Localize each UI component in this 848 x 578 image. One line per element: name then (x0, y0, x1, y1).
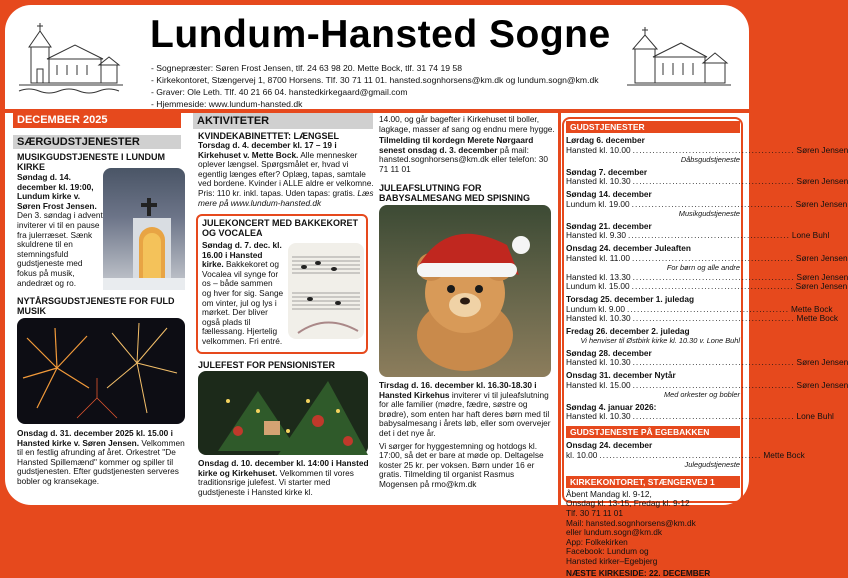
page-title: Lundum-Hansted Sogne (150, 13, 611, 56)
service-date: Søndag 4. januar 2026: (566, 401, 657, 412)
article-lead: Tilmelding til kordegn Merete Nørgaard senest onsdag d. 3. december (379, 135, 534, 155)
church-drawing-left (17, 19, 125, 103)
leader-dots: ................................................. (631, 281, 794, 292)
article-text: Velkommen til vores traditionsrige julefest. Vi starter med gudstjeneste i Hansted kirke kl. (198, 467, 354, 497)
article-heading: JULEFEST FOR PENSIONISTER (198, 360, 336, 370)
service-date: Søndag 21. december (566, 220, 652, 231)
service-priest: Søren Jensen (795, 198, 848, 209)
service-date: Søndag 28. december (566, 347, 652, 358)
leader-dots: ................................................. (632, 357, 795, 368)
article-lead: Søndag d. 7. dec. kl. 16.00 i Hansted kirke. (202, 240, 282, 270)
service-priest: Lone Buhl (796, 411, 834, 422)
service-row (566, 230, 830, 241)
pension-continued (379, 115, 555, 175)
next-deadline: NÆSTE KIRKESIDE: 22. DECEMBER (566, 567, 711, 578)
service-row (566, 379, 848, 391)
leader-dots: ................................................. (632, 271, 795, 282)
service-entry (566, 135, 848, 165)
service-time: kl. 10.00 (566, 449, 598, 460)
service-time: Lundum kl. 19.00 (566, 198, 630, 209)
baby-heading-block (379, 183, 555, 203)
leader-dots: ................................................. (627, 230, 790, 241)
service-priest: Søren Jensen (796, 271, 848, 282)
office-line: Facebook: Lundum og (566, 546, 649, 557)
service-date: Onsdag 24. december (566, 440, 653, 451)
column-divider (558, 113, 561, 505)
office-line: Åbent Mandag kl. 9-12, (566, 488, 652, 499)
office-line: Tlf. 30 71 11 01 (566, 508, 624, 518)
services-list (566, 121, 848, 578)
service-time: Hansted kl. 9.30 (566, 230, 626, 241)
fireworks-illustration (17, 318, 185, 424)
service-row (566, 449, 805, 461)
service-time: Hansted kl. 11.00 (566, 252, 630, 263)
service-row (566, 313, 839, 324)
service-time: Hansted kl. 10.30 (566, 357, 631, 368)
service-priest: Mette Bock (796, 313, 839, 324)
newyear-article (17, 429, 187, 487)
article-lead: Tirsdag d. 16. december kl. 16.30-18.30 i Hansted Kirkehus (379, 380, 537, 400)
services-band: GUDSTJENESTER (566, 121, 740, 133)
service-time: Hansted kl. 10.30 (566, 176, 631, 187)
concert-heading-block (202, 218, 368, 238)
office-band: KIRKEKONTORET, STÆNGERVEJ 1 (566, 476, 740, 488)
christmas-decor-photo (198, 371, 368, 455)
service-time: Lundum kl. 15.00 (566, 281, 630, 292)
service-time: Hansted kl. 10.30 (566, 313, 631, 324)
service-priest: Mette Bock (763, 449, 805, 460)
article-heading: NYTÅRSGUDSTJENESTE FOR FULD MUSIK (17, 296, 175, 316)
contact-line: - Hjemmeside: www.lundum-hansted.dk (151, 99, 303, 109)
service-entry (566, 370, 848, 400)
service-date: Søndag 7. december (566, 166, 648, 177)
service-entry (566, 242, 848, 273)
concert-article (202, 241, 284, 347)
contact-line: - Kirkekontoret, Stængervej 1, 8700 Horsens. Tlf. 30 71 11 01. hansted.sognhorsens@km.dk og lundum.sogn@km.dk (151, 75, 599, 85)
service-date: Søndag 14. december (566, 188, 652, 199)
service-date: Lørdag 6. december (566, 135, 645, 145)
leader-dots: ................................................. (632, 379, 795, 390)
service-note: For børn og alle andre (666, 263, 740, 273)
service-date: Torsdag 25. december 1. juledag (566, 293, 695, 304)
page-header (5, 5, 749, 112)
pension-article (198, 459, 376, 497)
baby-article (379, 381, 555, 490)
service-entry (566, 347, 848, 368)
service-priest: Søren Jensen (795, 281, 848, 292)
leader-dots: ................................................. (599, 449, 762, 460)
pension-heading-block (198, 360, 376, 370)
leader-dots: ................................................. (632, 411, 795, 422)
sheet-music-illustration (288, 243, 364, 339)
service-row (566, 198, 848, 210)
service-row (566, 176, 848, 187)
service-row (566, 252, 848, 264)
service-time: Hansted kl. 10.00 (566, 144, 631, 155)
activities-band: AKTIVITETER (193, 113, 373, 129)
article-text: inviterer vi til juleafslutning for alle familier (mødre, fædre, søstre og brødre), som enten har haft deres børn med til babysalmesang i årets løb, eller som overvejer det i det nye år. (379, 389, 551, 438)
article-text: Bakkekoret og Vocalea vil synge for os – både sammen og hver for sig. Sange om vinter, jul og lys i mørket. Der bliver også plads til fællessang. Hjertelig velkommen. Fri entré. (202, 259, 284, 346)
music-service-article (17, 152, 166, 288)
office-info (566, 490, 740, 567)
teddy-bear-photo (379, 205, 551, 377)
article-text: Vi sørger for hyggestemning og hotdogs kl. 17:00, så det er bare at møde op. Deltagelse koster 25 kr. per voksen. Børn under 16 er gratis. Tilmelding til organist Rasmus Mogensen på rmo@km.dk (379, 440, 544, 489)
fireworks-photo (17, 318, 185, 424)
service-entry (566, 188, 848, 219)
service-priest: Mette Bock (791, 303, 833, 314)
article-text: Den 3. søndag i advent inviterer vi til en pause fra julerræset. Sænk skuldrene til en stemningsfuld gudstjeneste med fokus på musik, andedræt og ro. (17, 210, 103, 288)
contact-list (151, 62, 599, 110)
service-priest: Lone Buhl (791, 230, 830, 241)
service-entry (566, 166, 848, 187)
sheet-music-photo (288, 243, 364, 339)
service-note: Med orkester og bobler (664, 390, 740, 400)
service-row (566, 144, 848, 156)
service-note: Vi henviser til Østbirk kirke kl. 10.30 v. Lone Buhl (580, 336, 740, 346)
church-illustration (103, 168, 185, 290)
leader-dots: ................................................. (632, 176, 795, 187)
leader-dots: ................................................. (631, 198, 794, 209)
office-line: eller lundum.sogn@km.dk (566, 527, 663, 538)
newspaper-page (5, 5, 848, 578)
office-line: Onsdag kl. 13-15, Fredag kl. 9-12 (566, 498, 690, 509)
service-priest: Søren Jensen (796, 144, 848, 155)
kvinde-article (198, 131, 376, 208)
leader-dots: ................................................. (627, 303, 789, 314)
article-lead: Onsdag d. 10. december kl. 14:00 i Hansted kirke og Kirkehuset. (198, 458, 369, 478)
service-time: Hansted kl. 10.30 (566, 411, 631, 422)
contact-line: - Sognepræster: Søren Frost Jensen, tlf. 24 63 98 20. Mette Bock, tlf. 31 74 19 58 (151, 63, 462, 73)
service-date: Onsdag 31. december Nytår (566, 370, 676, 381)
office-line: Hansted kirker–Egebjerg (566, 555, 658, 566)
service-priest: Søren Jensen (795, 252, 848, 263)
service-date: Fredag 26. december 2. juledag (566, 325, 690, 336)
service-row (566, 357, 848, 368)
article-heading: JULEAFSLUTNING FOR BABYSALMESANG MED SPISNING (379, 183, 531, 203)
service-note: Musikgudstjeneste (678, 209, 740, 219)
article-heading: KVINDEKABINETTET: LÆNGSEL (198, 131, 340, 141)
service-entry (566, 220, 830, 241)
christmas-decor-illustration (198, 371, 368, 455)
service-time: Hansted kl. 13.30 (566, 271, 631, 282)
article-lead: Søndag d. 14. december kl. 19:00, Lundum kirke v. Søren Frost Jensen. (17, 172, 97, 211)
leader-dots: ................................................. (631, 252, 794, 263)
article-link-note: Læs mere på www.lundum-hansted.dk (198, 187, 374, 208)
service-entry (566, 271, 848, 292)
newyear-heading-block (17, 296, 185, 316)
service-entry (566, 327, 740, 346)
article-text: Alle mennesker oplever længsel. Spørgsmålet er, hvad vi egentlig længes efter? Oplæg, tapas, samtale ved bordene. Kvinder i ALLE aldre er velkomne. Pris: 110 kr. inkl. tapas. Uden tapas: gratis. (198, 149, 374, 198)
article-heading: MUSIKGUDSTJENESTE I LUNDUM KIRKE (17, 152, 166, 172)
services-entries (566, 135, 848, 422)
office-line: App: Folkekirken (566, 536, 628, 547)
article-text: 14.00, og går bagefter i Kirkehuset til boller, lagkage, masser af sang og endnu mere hygge. (379, 114, 555, 134)
service-priest: Søren Jensen (796, 379, 848, 390)
office-line: Mail: hansted.sognhorsens@km.dk (566, 517, 696, 528)
teddy-bear-illustration (379, 205, 551, 377)
leader-dots: ................................................. (632, 313, 795, 324)
church-night-photo (103, 168, 185, 290)
service-priest: Søren Jensen (796, 357, 848, 368)
service-note: Dåbsgudstjeneste (680, 155, 740, 165)
month-band: DECEMBER 2025 (13, 113, 181, 128)
service-date: Onsdag 24. december Juleaften (566, 242, 691, 253)
article-heading: JULEKONCERT MED BAKKEKORET OG VOCALEA (202, 218, 359, 238)
special-services-band: SÆRGUDSTJENESTER (13, 135, 181, 149)
leader-dots: ................................................. (632, 144, 795, 155)
service-entry (566, 293, 839, 324)
church-drawing-right (625, 19, 733, 103)
service-note: Julegudstjeneste (684, 460, 740, 470)
service-entry (566, 401, 834, 422)
egebakken-band: GUDSTJENESTE PÅ EGEBAKKEN (566, 426, 740, 438)
service-time: Hansted kl. 15.00 (566, 379, 631, 390)
article-lead: Torsdag d. 4. december kl. 17 – 19 i Kirkehuset v. Mette Bock. (198, 140, 337, 160)
service-row (566, 281, 848, 292)
contact-line: - Graver: Ole Leth. Tlf. 40 21 66 04. hanstedkirkegaard@gmail.com (151, 87, 408, 97)
article-text: på mail: hansted.sognhorsens@km.dk eller telefon: 30 71 11 01 (379, 144, 548, 174)
service-time: Lundum kl. 9.00 (566, 303, 626, 314)
service-row (566, 411, 834, 422)
article-lead: Onsdag d. 31. december 2025 kl. 15.00 i Hansted kirke v. Søren Jensen. (17, 428, 173, 448)
article-text: Velkommen til en festlig afrunding af året. Orkestret "De Hansted Spillemænd" kommer og spiller til gudstjenesten. Efter gudstjenesten serveres bobler og kransekage. (17, 437, 185, 486)
service-priest: Søren Jensen (796, 176, 848, 187)
